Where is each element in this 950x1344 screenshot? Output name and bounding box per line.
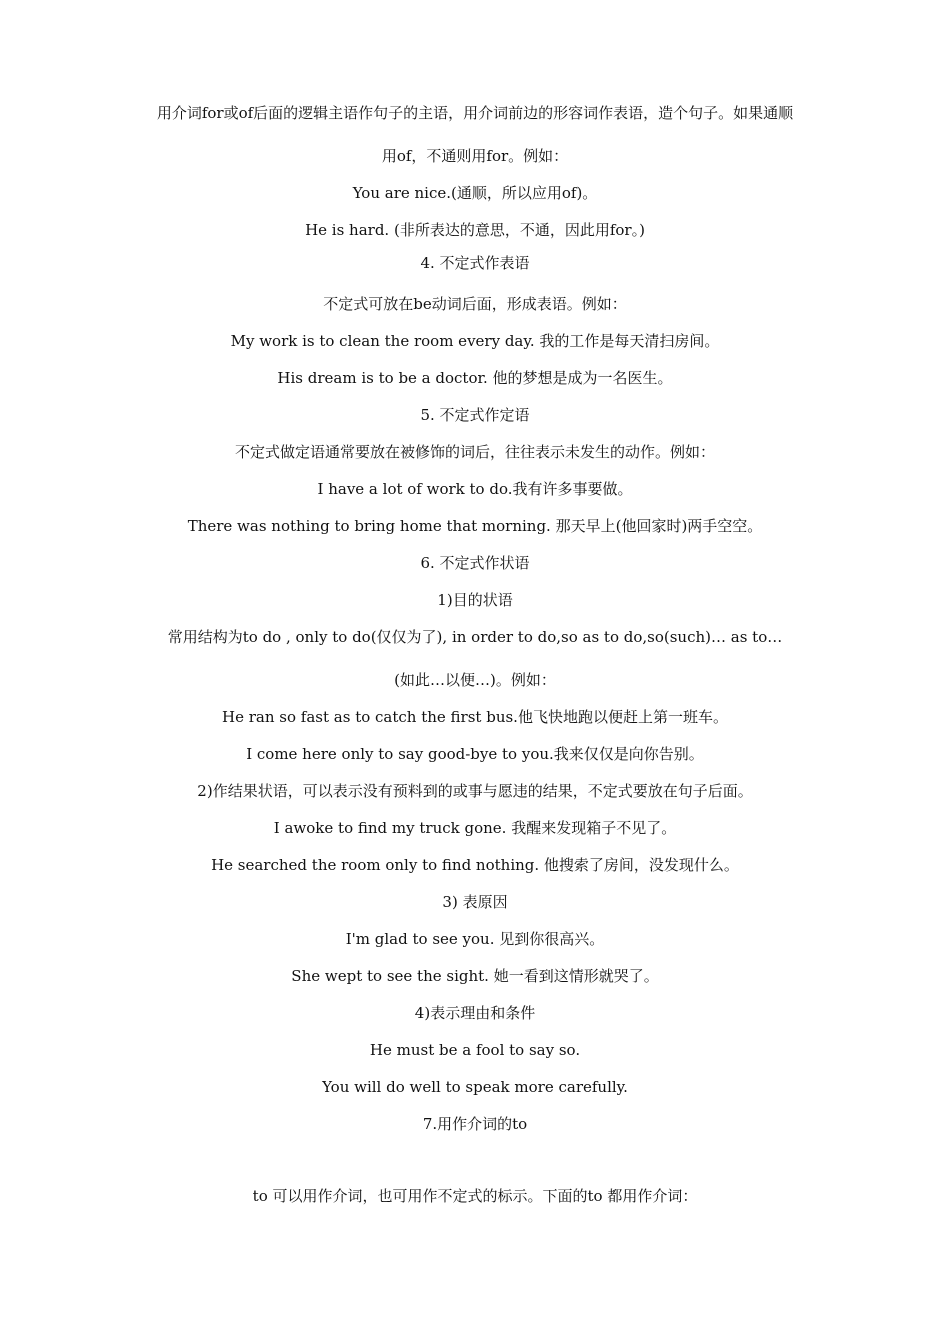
example-line: His dream is to be a doctor. 他的梦想是成为一名医生。	[277, 369, 673, 387]
section-heading: 6. 不定式作状语	[420, 554, 530, 572]
section-heading: 5. 不定式作定语	[420, 406, 530, 424]
example-line: He searched the room only to find nothing. 他搜索了房间，没发现什么。	[211, 856, 739, 874]
paragraph-line: 用of，不通则用for。例如：	[381, 147, 569, 165]
paragraph-line: 不定式可放在be动词后面，形成表语。例如：	[323, 295, 627, 313]
example-line: He must be a fool to say so.	[369, 1041, 581, 1059]
example-line: My work is to clean the room every day. 我的工作是每天清扫房间。	[230, 332, 720, 350]
example-line: I awoke to find my truck gone. 我醒来发现箱子不见了。	[273, 819, 677, 837]
subsection-heading: 2)作结果状语，可以表示没有预料到的或事与愿违的结果，不定式要放在句子后面。	[197, 782, 753, 800]
subsection-heading: 4)表示理由和条件	[414, 1004, 536, 1022]
example-line: I come here only to say good-bye to you.我来仅仅是向你告别。	[246, 745, 704, 763]
section-heading: 7.用作介词的to	[422, 1115, 528, 1133]
example-line: There was nothing to bring home that morning. 那天早上(他回家时)两手空空。	[187, 517, 763, 535]
example-line: You will do well to speak more carefully.	[322, 1078, 628, 1096]
paragraph-line: (如此…以便…)。例如：	[394, 671, 556, 689]
subsection-heading: 1)目的状语	[437, 591, 513, 609]
subsection-heading: 3) 表原因	[442, 893, 508, 911]
example-line: You are nice.(通顺，所以应用of)。	[352, 184, 598, 202]
example-line: She wept to see the sight. 她一看到这情形就哭了。	[291, 967, 659, 985]
example-line: I'm glad to see you. 见到你很高兴。	[345, 930, 605, 948]
paragraph-line: 用介词for或of后面的逻辑主语作句子的主语，用介词前边的形容词作表语，造个句子。如果通顺	[156, 104, 794, 122]
example-line: I have a lot of work to do.我有许多事要做。	[317, 480, 633, 498]
paragraph-line: 不定式做定语通常要放在被修饰的词后，往往表示未发生的动作。例如：	[234, 443, 715, 461]
paragraph-line: 常用结构为to do , only to do(仅仅为了), in order to do,so as to do,so(such)… as to…	[167, 628, 783, 646]
section-heading: 4. 不定式作表语	[420, 254, 530, 272]
example-line: He ran so fast as to catch the first bus.他飞快地跑以便赶上第一班车。	[222, 708, 728, 726]
example-line: He is hard. (非所表达的意思，不通，因此用for。)	[305, 221, 645, 239]
paragraph-line: to 可以用作介词，也可用作不定式的标示。下面的to 都用作介词：	[252, 1187, 698, 1205]
